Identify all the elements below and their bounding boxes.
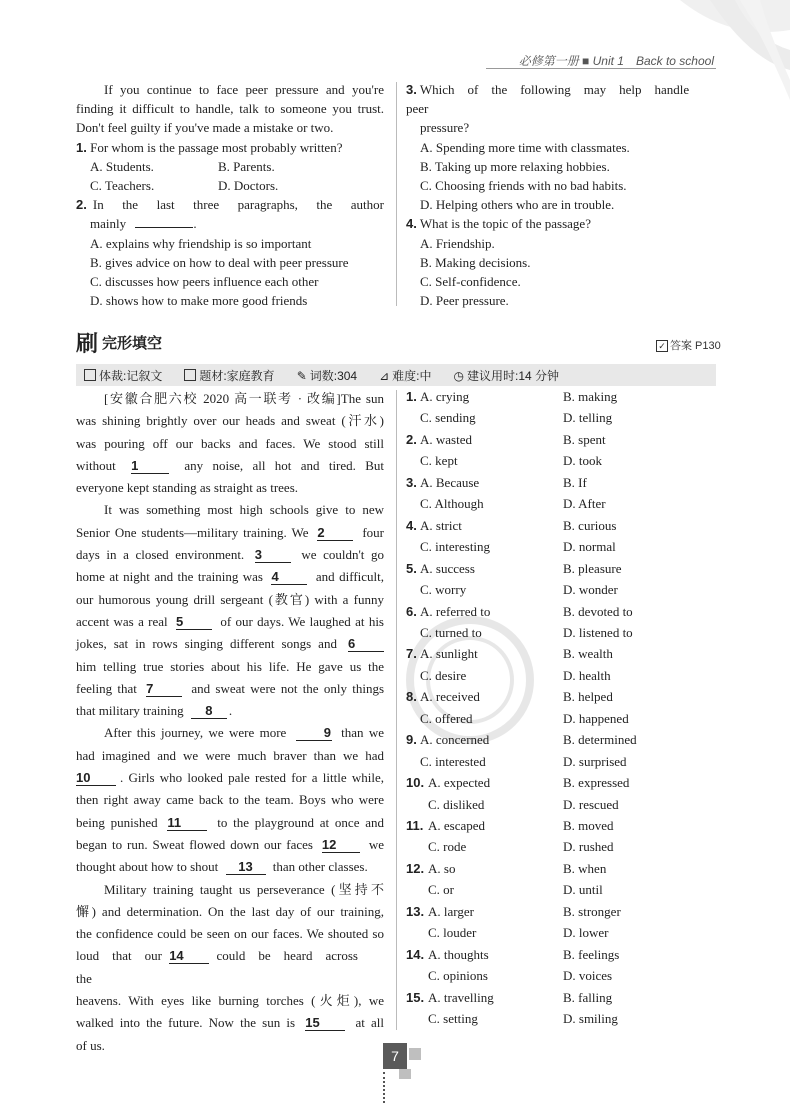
cloze-option-c[interactable]: C. offered: [420, 710, 473, 726]
cloze-option-d[interactable]: D. normal: [563, 539, 616, 555]
cloze-option-number: 14.: [406, 946, 425, 962]
cloze-option-number: 7.: [406, 646, 417, 662]
cloze-option-b[interactable]: B. helped: [563, 689, 613, 705]
pen-icon: ✎: [296, 368, 307, 383]
cloze-option-number: 3.: [406, 474, 417, 490]
cloze-option-c[interactable]: C. turned to: [420, 624, 482, 640]
page-number: 7: [383, 1043, 407, 1069]
cloze-option-number: 5.: [406, 560, 417, 576]
column-divider: [396, 82, 397, 306]
cloze-option-number: 6.: [406, 603, 417, 619]
question-stem: Which of the following may help handle peer: [406, 82, 703, 117]
cloze-option-b[interactable]: B. devoted to: [563, 603, 633, 619]
cloze-option-a[interactable]: A. travelling: [428, 989, 494, 1005]
cloze-option-row: [406, 709, 716, 730]
passage-line: everyone kept standing as straight as trees.: [76, 480, 299, 496]
passage-line: [76, 455, 384, 477]
cloze-option-number: 13.: [406, 903, 425, 919]
cloze-option-a[interactable]: A. expected: [428, 775, 491, 791]
passage-line: [76, 856, 384, 878]
passage-text: accent was a real: [76, 613, 168, 629]
cloze-option-row: [406, 1009, 716, 1030]
cloze-passage: [76, 388, 384, 1057]
cloze-option-b[interactable]: B. moved: [563, 818, 614, 833]
cloze-option-row: [406, 752, 716, 773]
cloze-option-c[interactable]: C. kept: [420, 453, 458, 469]
passage-line: [76, 812, 384, 834]
info-topic-text: 题材:家庭教育: [199, 368, 275, 383]
cloze-option-row: [406, 859, 716, 880]
cloze-option-d[interactable]: D. happened: [563, 710, 629, 726]
cloze-option-row: [406, 451, 716, 472]
cloze-option-d[interactable]: D. health: [563, 667, 611, 683]
cloze-option-row: [406, 387, 716, 408]
cloze-option-row: [406, 473, 716, 494]
question-stem: For whom is the passage most probably written?: [90, 139, 343, 155]
passage-line: heavens. With eyes like burning torches (火炬), we: [76, 993, 384, 1009]
question-stem: In the last three paragraphs, the author: [92, 197, 385, 213]
passage-line: [76, 722, 384, 744]
passage-line: was pouring off our backs and faces. We stood still: [76, 435, 384, 451]
cloze-blank-15[interactable]: 15: [305, 1015, 345, 1031]
question-stem: mainly: [90, 216, 127, 232]
question-stem: What is the topic of the passage?: [419, 216, 591, 232]
info-time-text: 建议用时:14 分钟: [467, 368, 560, 383]
cloze-option-number: 2.: [406, 431, 417, 447]
header-rule: [486, 68, 716, 69]
reading-line: finding it difficult to handle, talk to someone you trust.: [76, 101, 384, 117]
cloze-blank-8[interactable]: 8: [191, 703, 227, 719]
passage-line: the confidence could be seen on our faces. We shouted so: [76, 926, 384, 942]
answer-reference-label: 答案 P130: [670, 340, 721, 352]
passage-line: had imagined and we were much braver than we had: [76, 747, 384, 763]
passage-text: thought about how to shout: [76, 859, 219, 875]
cloze-option-row: [406, 537, 716, 558]
column-divider: [396, 390, 397, 1030]
cloze-blank-10[interactable]: 10: [76, 770, 116, 786]
passage-text: jokes, sat in rows singing different songs and: [76, 636, 337, 652]
question-4: [406, 214, 716, 233]
passage-text: of our days. We laughed at his: [220, 613, 384, 629]
cloze-blank-11[interactable]: 11: [167, 815, 207, 831]
cloze-blank-3[interactable]: 3: [255, 547, 291, 563]
cloze-blank-12[interactable]: 12: [322, 837, 360, 853]
option[interactable]: D. shows how to make more good friends: [90, 293, 308, 309]
cloze-option-a[interactable]: A. crying: [420, 389, 470, 404]
cloze-option-a[interactable]: A. strict: [420, 517, 462, 533]
info-difficulty: [379, 367, 431, 384]
passage-text: at all: [355, 1015, 385, 1031]
passage-text: loud that our: [76, 948, 162, 964]
cloze-option-row: [406, 837, 716, 858]
cloze-option-row: [406, 580, 716, 601]
passage-line: [76, 566, 384, 588]
cloze-option-row: [406, 730, 716, 751]
passage-source: [安徽合肥六校 2020 高一联考 · 改编]: [104, 391, 341, 406]
cloze-option-d[interactable]: D. listened to: [563, 624, 633, 640]
cloze-option-row: [406, 623, 716, 644]
info-topic: [184, 367, 274, 384]
passage-line: [76, 1012, 384, 1034]
passage-text: than we: [341, 725, 384, 741]
option[interactable]: C. Choosing friends with no bad habits.: [420, 178, 627, 194]
passage-text: home at night and the training was: [76, 569, 263, 585]
passage-line: Military training taught us perseverance (坚持不: [104, 881, 384, 897]
cloze-blank-4[interactable]: 4: [271, 569, 307, 585]
question-1-options: [76, 176, 384, 195]
cloze-option-a[interactable]: A. wasted: [420, 431, 472, 447]
passage-line: him telling true stories about his life. He gave us the: [76, 658, 384, 674]
page-decoration-dots: [383, 1072, 386, 1103]
reading-left-column: [76, 80, 384, 310]
page-decoration: [409, 1048, 421, 1060]
passage-line: [76, 388, 384, 410]
cloze-option-number: 12.: [406, 860, 425, 876]
option[interactable]: D. Peer pressure.: [420, 293, 509, 309]
cloze-option-c[interactable]: C. opinions: [428, 968, 488, 984]
cloze-option-row: [406, 773, 716, 794]
chart-icon: ⊿: [379, 368, 390, 383]
passage-text: . Girls who looked pale rested for a little while,: [120, 770, 384, 786]
info-bar: [76, 364, 716, 386]
cloze-option-a[interactable]: A. concerned: [420, 732, 490, 748]
cloze-option-b[interactable]: B. If: [563, 474, 587, 490]
passage-text: days in a closed environment.: [76, 547, 245, 563]
cloze-option-c[interactable]: C. sending: [420, 410, 476, 426]
cloze-option-b[interactable]: B. falling: [563, 989, 613, 1005]
passage-line: [76, 700, 384, 722]
cloze-option-b[interactable]: B. making: [563, 389, 618, 404]
answer-reference[interactable]: [656, 337, 721, 353]
cloze-option-b[interactable]: B. determined: [563, 732, 637, 748]
cloze-option-row: [406, 602, 716, 623]
question-stem: pressure?: [420, 120, 470, 136]
option[interactable]: D. Doctors.: [218, 178, 279, 194]
passage-text: to the playground at once and: [217, 814, 385, 830]
option[interactable]: A. Friendship.: [420, 235, 495, 251]
cloze-blank-2[interactable]: 2: [317, 525, 353, 541]
cloze-option-c[interactable]: C. interested: [420, 753, 486, 769]
cloze-option-d[interactable]: D. surprised: [563, 753, 627, 769]
option[interactable]: B. Making decisions.: [420, 254, 531, 270]
cloze-blank-14[interactable]: 14: [169, 948, 209, 964]
cloze-option-row: [406, 988, 716, 1009]
cloze-option-d[interactable]: D. smiling: [563, 1011, 618, 1027]
cloze-option-c[interactable]: C. interesting: [420, 539, 491, 555]
cloze-option-c[interactable]: C. setting: [428, 1011, 478, 1027]
question-2: [76, 195, 384, 214]
question-number: 4.: [406, 216, 417, 232]
cloze-option-c[interactable]: C. Although: [420, 496, 484, 512]
passage-line: was shining brightly over our heads and sweat (汗水): [76, 413, 384, 429]
cloze-option-a[interactable]: A. escaped: [428, 818, 486, 833]
cloze-option-a[interactable]: A. thoughts: [428, 946, 489, 962]
cloze-option-c[interactable]: C. rode: [428, 839, 467, 855]
passage-line: It was something most high schools give to new: [104, 502, 384, 518]
passage-line: [76, 767, 384, 789]
document-icon: [84, 369, 96, 381]
option[interactable]: B. Parents.: [218, 158, 275, 174]
passage-text: any noise, all hot and tired. But: [184, 457, 385, 473]
cloze-option-c[interactable]: C. louder: [428, 925, 477, 941]
cloze-option-d[interactable]: D. wonder: [563, 582, 618, 598]
cloze-option-row: [406, 408, 716, 429]
cloze-option-row: [406, 945, 716, 966]
passage-text: After this journey, we were more: [104, 725, 287, 741]
passage-text: The sun: [340, 391, 384, 406]
passage-text: and difficult,: [315, 569, 384, 585]
cloze-option-a[interactable]: A. referred to: [420, 603, 491, 619]
question-3: [406, 80, 716, 118]
option[interactable]: A. explains why friendship is so important: [90, 235, 312, 251]
passage-line: [76, 678, 384, 700]
cloze-option-a[interactable]: A. Because: [420, 474, 480, 490]
checkbox-icon: ✓: [656, 340, 668, 352]
cloze-option-d[interactable]: D. After: [563, 496, 606, 512]
passage-line: our humorous young drill sergeant (教官) with a funny: [76, 591, 384, 607]
reading-right-column: [406, 80, 716, 310]
question-2-stem-cont: [76, 214, 384, 233]
section-title: 完形填空: [102, 335, 163, 352]
cloze-option-d[interactable]: D. rushed: [563, 839, 614, 855]
passage-text: walked into the future. Now the sun is: [76, 1015, 296, 1031]
reading-line: Don't feel guilty if you've made a mistake or two.: [76, 120, 334, 136]
passage-line: [76, 945, 384, 990]
passage-text: could be heard across the: [76, 948, 371, 986]
page-decoration: [399, 1069, 411, 1079]
cloze-option-c[interactable]: C. or: [428, 882, 454, 898]
info-words-text: 词数:304: [309, 368, 358, 383]
clock-icon: ◷: [453, 368, 464, 383]
cloze-option-d[interactable]: D. lower: [563, 925, 609, 941]
cloze-option-d[interactable]: D. voices: [563, 968, 613, 984]
section-heading: [76, 327, 162, 358]
answer-blank[interactable]: [135, 227, 193, 228]
passage-text: that military training: [76, 703, 184, 719]
passage-line: of us.: [76, 1037, 105, 1053]
info-time: [454, 367, 560, 384]
section-badge: 刷: [76, 331, 99, 356]
cloze-option-row: [406, 644, 716, 665]
cloze-option-row: [406, 966, 716, 987]
option[interactable]: B. gives advice on how to deal with peer pressure: [90, 254, 349, 270]
passage-line: 懈) and determination. On the last day of our training,: [76, 903, 384, 919]
passage-line: [76, 544, 384, 566]
cloze-option-row: [406, 902, 716, 923]
passage-line: [76, 633, 384, 655]
cloze-option-b[interactable]: B. stronger: [563, 903, 621, 919]
reading-line: If you continue to face peer pressure and you're: [104, 82, 384, 97]
cloze-option-row: [406, 795, 716, 816]
option[interactable]: C. discusses how peers influence each other: [90, 274, 319, 290]
info-words: [297, 367, 357, 384]
passage-text: began to run. Sweat flowed down our faces: [76, 836, 313, 852]
cloze-option-b[interactable]: B. feelings: [563, 946, 620, 962]
option[interactable]: C. Teachers.: [90, 178, 155, 194]
passage-text: without: [76, 457, 116, 473]
cloze-option-row: [406, 494, 716, 515]
cloze-option-c[interactable]: C. worry: [420, 582, 467, 598]
cloze-option-c[interactable]: C. disliked: [428, 796, 485, 812]
cloze-option-row: [406, 880, 716, 901]
option[interactable]: A. Spending more time with classmates.: [420, 139, 630, 155]
cloze-option-number: 1.: [406, 389, 417, 404]
cloze-option-row: [406, 923, 716, 944]
cloze-option-row: [406, 559, 716, 580]
cloze-option-number: 15.: [406, 989, 425, 1005]
passage-text: we couldn't go: [301, 547, 384, 563]
cloze-option-d[interactable]: D. took: [563, 453, 602, 469]
cloze-option-row: [406, 666, 716, 687]
question-number: 3.: [406, 82, 417, 97]
question-number: 1.: [76, 139, 87, 155]
cloze-blank-7[interactable]: 7: [146, 681, 182, 697]
passage-text: .: [228, 703, 233, 719]
book-icon: [184, 369, 196, 381]
cloze-option-row: [406, 516, 716, 537]
cloze-blank-13[interactable]: 13: [226, 859, 266, 875]
passage-text: and sweat were not the only things: [191, 680, 384, 696]
cloze-blank-9[interactable]: 9: [296, 725, 332, 741]
cloze-option-b[interactable]: B. curious: [563, 517, 617, 533]
passage-line: [76, 611, 384, 633]
cloze-option-number: 9.: [406, 732, 417, 748]
question-number: 2.: [76, 197, 87, 213]
option[interactable]: D. Helping others who are in trouble.: [420, 197, 615, 213]
cloze-option-number: 4.: [406, 517, 417, 533]
running-header: 必修第一册 ■ Unit 1 Back to school: [518, 54, 714, 68]
question-stem: .: [193, 216, 197, 232]
cloze-option-a[interactable]: A. received: [420, 689, 480, 705]
cloze-option-b[interactable]: B. expressed: [563, 775, 630, 791]
cloze-option-a[interactable]: A. larger: [428, 903, 474, 919]
cloze-option-d[interactable]: D. rescued: [563, 796, 619, 812]
cloze-option-a[interactable]: A. so: [428, 860, 456, 876]
cloze-option-a[interactable]: A. sunlight: [420, 646, 478, 662]
info-difficulty-text: 难度:中: [392, 368, 432, 383]
passage-text: than other classes.: [272, 859, 368, 875]
cloze-option-b[interactable]: B. when: [563, 860, 607, 876]
cloze-option-row: [406, 687, 716, 708]
option[interactable]: C. Self-confidence.: [420, 274, 521, 290]
cloze-option-number: 8.: [406, 689, 417, 705]
question-1-options: [76, 157, 384, 176]
passage-text: feeling that: [76, 680, 137, 696]
cloze-blank-6[interactable]: 6: [348, 636, 384, 652]
cloze-option-c[interactable]: C. desire: [420, 667, 467, 683]
option[interactable]: B. Taking up more relaxing hobbies.: [420, 158, 610, 174]
cloze-option-row: [406, 430, 716, 451]
info-genre-text: 体裁:记叙文: [99, 368, 163, 383]
cloze-option-number: 11.: [406, 818, 424, 833]
cloze-option-a[interactable]: A. success: [420, 560, 475, 576]
cloze-option-b[interactable]: B. spent: [563, 431, 606, 447]
passage-line: [76, 522, 384, 544]
cloze-option-b[interactable]: B. pleasure: [563, 560, 622, 576]
cloze-option-d[interactable]: D. telling: [563, 410, 613, 426]
option[interactable]: A. Students.: [90, 158, 154, 174]
question-1: [76, 138, 384, 157]
passage-text: four: [362, 524, 385, 540]
passage-text: being punished: [76, 814, 158, 830]
passage-text: we: [368, 836, 385, 852]
info-genre: [84, 367, 162, 384]
cloze-option-d[interactable]: D. until: [563, 882, 603, 898]
cloze-option-b[interactable]: B. wealth: [563, 646, 613, 662]
passage-text: Senior One students—military training. We: [76, 524, 309, 540]
passage-line: [76, 834, 384, 856]
cloze-blank-5[interactable]: 5: [176, 614, 212, 630]
passage-line: then right away came back to the team. Boys who were: [76, 792, 384, 808]
cloze-blank-1[interactable]: 1: [131, 458, 169, 474]
cloze-option-row: [406, 816, 716, 837]
cloze-option-number: 10.: [406, 775, 425, 791]
